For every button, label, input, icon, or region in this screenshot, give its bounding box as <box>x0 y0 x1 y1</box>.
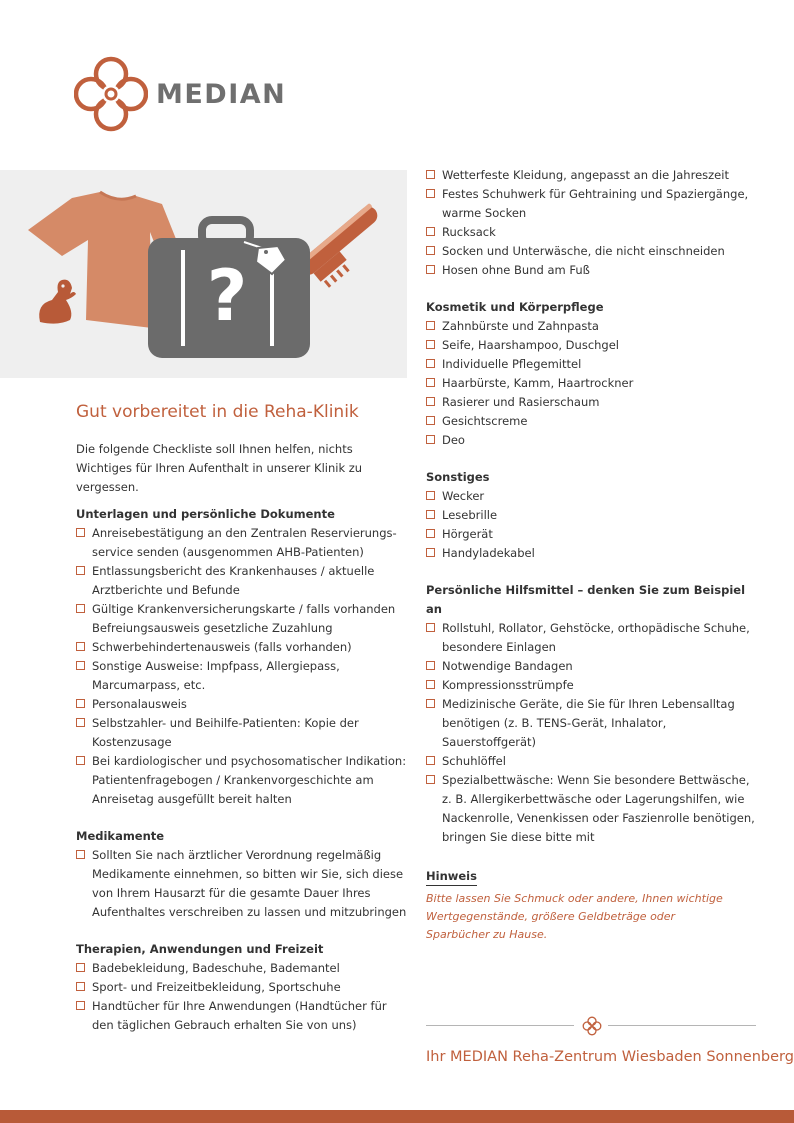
checklist-item <box>426 619 761 657</box>
checkbox[interactable] <box>76 963 85 972</box>
checkbox[interactable] <box>426 321 435 330</box>
checklist-item-label: Spezialbettwäsche: Wenn Sie besondere Bettwäsche, z. B. Allergikerbettwäsche oder Lagerungshilfen, wie Nackenrolle, Venenkissen oder Faszienrolle benötigen, bringen Sie diese bitte mit <box>442 773 755 844</box>
median-logo <box>74 54 286 134</box>
checkbox[interactable] <box>426 510 435 519</box>
checklist-section <box>426 468 761 563</box>
checklist-item-label: Socken und Unterwäsche, die nicht einschneiden <box>442 244 725 258</box>
checkbox[interactable] <box>426 378 435 387</box>
checklist-item-label: Personalausweis <box>92 697 187 711</box>
checklist-left-column <box>76 505 411 1053</box>
checklist-item <box>426 695 761 752</box>
checklist-item-label: Notwendige Bandagen <box>442 659 573 673</box>
note-text: Bitte lassen Sie Schmuck oder andere, Ihnen wichtige Wertgegenstände, größere Geldbeträge oder Sparbücher zu Hause. <box>426 892 723 941</box>
checklist-item <box>426 771 761 847</box>
quatrefoil-icon <box>74 54 148 134</box>
checklist-item-label: Kompressionsstrümpfe <box>442 678 574 692</box>
checklist-item-label: Schuhlöffel <box>442 754 506 768</box>
checkbox[interactable] <box>426 416 435 425</box>
section-title: Persönliche Hilfsmittel – denken Sie zum Beispiel an <box>426 583 746 616</box>
checkbox[interactable] <box>426 246 435 255</box>
checklist-item <box>426 374 761 393</box>
checkbox[interactable] <box>426 775 435 784</box>
note-title: Hinweis <box>426 868 477 886</box>
checklist-item <box>76 657 411 695</box>
checklist <box>426 166 761 280</box>
checkbox[interactable] <box>76 718 85 727</box>
checklist-item <box>426 317 761 336</box>
checklist-item <box>426 242 761 261</box>
section-title: Kosmetik und Körperpflege <box>426 300 604 314</box>
checklist-item <box>426 544 761 563</box>
checklist-item <box>76 846 411 922</box>
checklist-item <box>426 393 761 412</box>
checklist-item-label: Zahnbürste und Zahnpasta <box>442 319 599 333</box>
checklist-item <box>76 714 411 752</box>
checklist-item <box>426 657 761 676</box>
checklist-item <box>426 487 761 506</box>
checklist-item <box>426 223 761 242</box>
checklist-item <box>76 752 411 809</box>
checkbox[interactable] <box>426 189 435 198</box>
checklist-item <box>426 412 761 431</box>
checklist-section <box>426 166 761 280</box>
checklist-item <box>426 185 761 223</box>
checklist-item <box>76 959 411 978</box>
checklist-item-label: Badebekleidung, Badeschuhe, Bademantel <box>92 961 340 975</box>
checkbox[interactable] <box>426 661 435 670</box>
checklist-item-label: Handtücher für Ihre Anwendungen (Handtücher für den täglichen Gebrauch erhalten Sie von uns) <box>92 999 387 1032</box>
checklist-item <box>426 355 761 374</box>
toothbrush-icon <box>296 203 395 295</box>
checklist-item <box>76 638 411 657</box>
footer-signature: Ihr MEDIAN Reha-Zentrum Wiesbaden Sonnenberg <box>426 1049 794 1065</box>
checklist-section <box>426 298 761 450</box>
checklist-item <box>426 431 761 450</box>
checklist-item-label: Rasierer und Rasierschaum <box>442 395 600 409</box>
checklist-item <box>426 676 761 695</box>
checkbox[interactable] <box>76 604 85 613</box>
checkbox[interactable] <box>426 397 435 406</box>
question-mark: ? <box>206 255 248 337</box>
checklist-item <box>426 752 761 771</box>
intro-text: Die folgende Checkliste soll Ihnen helfen, nichts Wichtiges für Ihren Aufenthalt in unserer Klinik zu vergessen. <box>76 442 363 494</box>
checklist-item-label: Festes Schuhwerk für Gehtraining und Spaziergänge, warme Socken <box>442 187 749 220</box>
checkbox[interactable] <box>426 529 435 538</box>
checkbox[interactable] <box>426 699 435 708</box>
checklist <box>426 317 761 450</box>
footer-divider <box>426 1016 756 1036</box>
checklist-item <box>76 600 411 638</box>
checklist <box>426 619 761 847</box>
checklist-item-label: Individuelle Pflegemittel <box>442 357 582 371</box>
checklist <box>76 524 411 809</box>
checklist-item <box>76 562 411 600</box>
checkbox[interactable] <box>76 756 85 765</box>
checklist-item-label: Entlassungsbericht des Krankenhauses / aktuelle Arztberichte und Befunde <box>92 564 375 597</box>
checklist-item-label: Rucksack <box>442 225 496 239</box>
checkbox[interactable] <box>76 661 85 670</box>
checkbox[interactable] <box>76 982 85 991</box>
checkbox[interactable] <box>76 642 85 651</box>
checklist-section <box>76 505 411 809</box>
checkbox[interactable] <box>426 491 435 500</box>
checkbox[interactable] <box>76 699 85 708</box>
checklist-item-label: Gesichtscreme <box>442 414 528 428</box>
checklist-item <box>426 506 761 525</box>
duck-icon <box>39 280 76 324</box>
checklist-item-label: Wetterfeste Kleidung, angepasst an die Jahreszeit <box>442 168 729 182</box>
checkbox[interactable] <box>76 850 85 859</box>
checklist-item <box>76 978 411 997</box>
checkbox[interactable] <box>426 265 435 274</box>
checklist-item-label: Rollstuhl, Rollator, Gehstöcke, orthopädische Schuhe, besondere Einlagen <box>442 621 750 654</box>
hero-illustration <box>0 170 407 378</box>
checklist-item-label: Seife, Haarshampoo, Duschgel <box>442 338 620 352</box>
checkbox[interactable] <box>426 359 435 368</box>
checkbox[interactable] <box>426 170 435 179</box>
checkbox[interactable] <box>426 756 435 765</box>
checkbox[interactable] <box>426 435 435 444</box>
checkbox[interactable] <box>76 566 85 575</box>
checkbox[interactable] <box>76 528 85 537</box>
note-box <box>426 865 761 944</box>
checklist-item <box>76 695 411 714</box>
checklist-item-label: Deo <box>442 433 465 447</box>
checklist-item-label: Wecker <box>442 489 485 503</box>
checklist-item-label: Schwerbehindertenausweis (falls vorhanden) <box>92 640 352 654</box>
checkbox[interactable] <box>426 680 435 689</box>
brand-name: MEDIAN <box>156 78 287 110</box>
checklist-item-label: Medizinische Geräte, die Sie für Ihren Lebensalltag benötigen (z. B. TENS-Gerät, Inhalator, Sauerstoffgerät) <box>442 697 735 749</box>
checklist-item <box>426 525 761 544</box>
checklist-item <box>76 997 411 1035</box>
checkbox[interactable] <box>426 227 435 236</box>
section-title: Medikamente <box>76 829 165 843</box>
checklist-item-label: Handyladekabel <box>442 546 535 560</box>
checklist-section <box>426 581 761 847</box>
checkbox[interactable] <box>426 548 435 557</box>
section-title: Therapien, Anwendungen und Freizeit <box>76 942 324 956</box>
section-title: Sonstiges <box>426 470 490 484</box>
footer-bar <box>0 1110 794 1123</box>
checkbox[interactable] <box>426 623 435 632</box>
checklist-item-label: Hörgerät <box>442 527 493 541</box>
checklist <box>76 846 411 922</box>
checklist-item-label: Haarbürste, Kamm, Haartrockner <box>442 376 634 390</box>
checklist-item-label: Bei kardiologischer und psychosomatischer Indikation: Patientenfragebogen / Krankenvorgeschichte am Anreisetag ausgefüllt bereit halten <box>92 754 407 806</box>
checklist-item <box>426 261 761 280</box>
checklist-section <box>76 827 411 922</box>
page-title: Gut vorbereitet in die Reha-Klinik <box>76 402 359 422</box>
checkbox[interactable] <box>426 340 435 349</box>
checklist-item-label: Sollten Sie nach ärztlicher Verordnung regelmäßig Medikamente einnehmen, so bitten wir Sie, sich diese von Ihrem Hausarzt für die gesamte Dauer Ihres Aufenthaltes verschreiben zu lassen und mitzubringen <box>92 848 407 919</box>
checklist-item-label: Sport- und Freizeitbekleidung, Sportschuhe <box>92 980 341 994</box>
quatrefoil-icon <box>582 1016 602 1036</box>
checklist <box>76 959 411 1035</box>
checklist-item <box>426 166 761 185</box>
checklist-item <box>76 524 411 562</box>
checklist-item-label: Anreisebestätigung an den Zentralen Reservierungs-service senden (ausgenommen AHB-Patienten) <box>92 526 397 559</box>
checkbox[interactable] <box>76 1001 85 1010</box>
checklist-right-column <box>426 166 761 944</box>
checklist-item-label: Lesebrille <box>442 508 498 522</box>
checklist-section <box>76 940 411 1035</box>
checklist-item-label: Hosen ohne Bund am Fuß <box>442 263 590 277</box>
checklist-item <box>426 336 761 355</box>
section-title: Unterlagen und persönliche Dokumente <box>76 507 335 521</box>
checklist <box>426 487 761 563</box>
checklist-item-label: Sonstige Ausweise: Impfpass, Allergiepass, Marcumarpass, etc. <box>92 659 340 692</box>
checklist-item-label: Selbstzahler- und Beihilfe-Patienten: Kopie der Kostenzusage <box>92 716 359 749</box>
checklist-item-label: Gültige Krankenversicherungskarte / falls vorhanden Befreiungsausweis gesetzliche Zuzahlung <box>92 602 396 635</box>
